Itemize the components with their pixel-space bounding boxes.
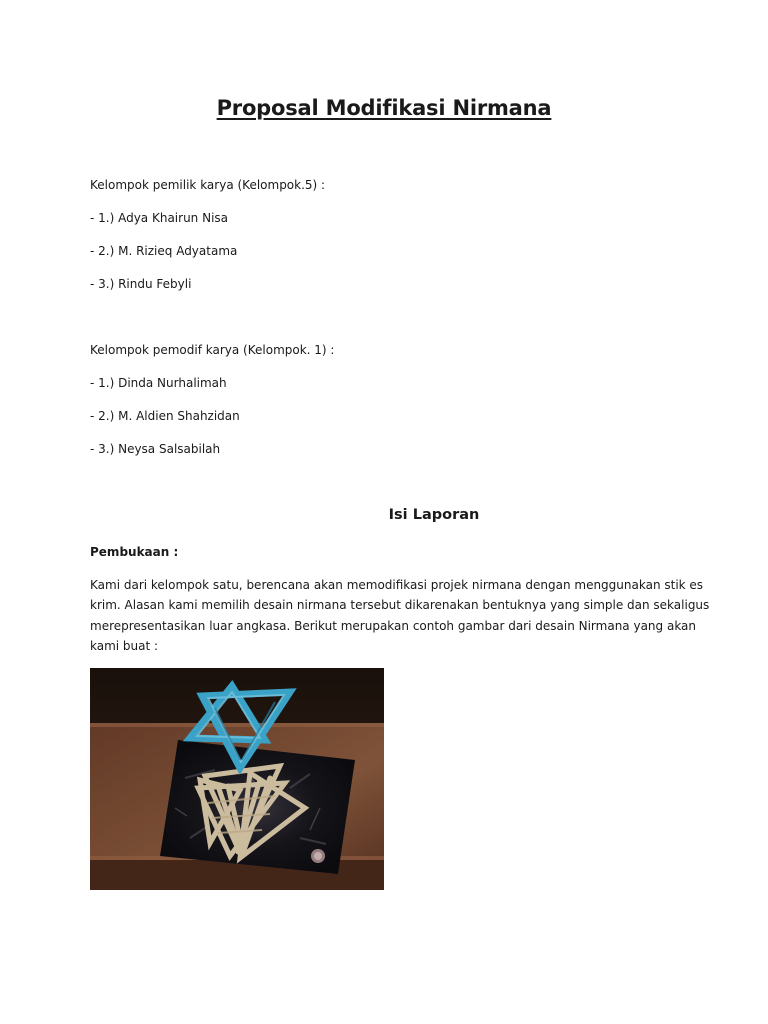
paragraph-line: krim. Alasan kami memilih desain nirmana tersebut dikarenakan bentuknya yang simple dan sekaligus (90, 598, 710, 613)
paragraph-line: merepresentasikan luar angkasa. Berikut merupakan contoh gambar dari desain Nirmana yang akan (90, 618, 697, 633)
paragraph-line: Kami dari kelompok satu, berencana akan memodifikasi projek nirmana dengan menggunakan stik es (90, 578, 704, 592)
modifier-member-2: - 2.) M. Aldien Shahzidan (90, 409, 240, 423)
opening-paragraph (90, 575, 710, 656)
section-heading: Isi Laporan (388, 507, 480, 523)
paragraph-line: kami buat : (90, 638, 159, 653)
modifier-member-3: - 3.) Neysa Salsabilah (90, 442, 221, 456)
owner-member-3: - 3.) Rindu Febyli (90, 277, 192, 291)
owner-member-2: - 2.) M. Rizieq Adyatama (90, 244, 238, 258)
modifier-group-heading: Kelompok pemodif karya (Kelompok. 1) : (90, 343, 335, 357)
nirmana-photo-illustration (90, 668, 384, 890)
nirmana-photo (90, 668, 384, 890)
owner-group-heading: Kelompok pemilik karya (Kelompok.5) : (90, 178, 326, 192)
modifier-member-1: - 1.) Dinda Nurhalimah (90, 376, 227, 390)
document-title: Proposal Modifikasi Nirmana (216, 96, 552, 120)
opening-label: Pembukaan : (90, 545, 179, 559)
owner-member-1: - 1.) Adya Khairun Nisa (90, 211, 229, 225)
